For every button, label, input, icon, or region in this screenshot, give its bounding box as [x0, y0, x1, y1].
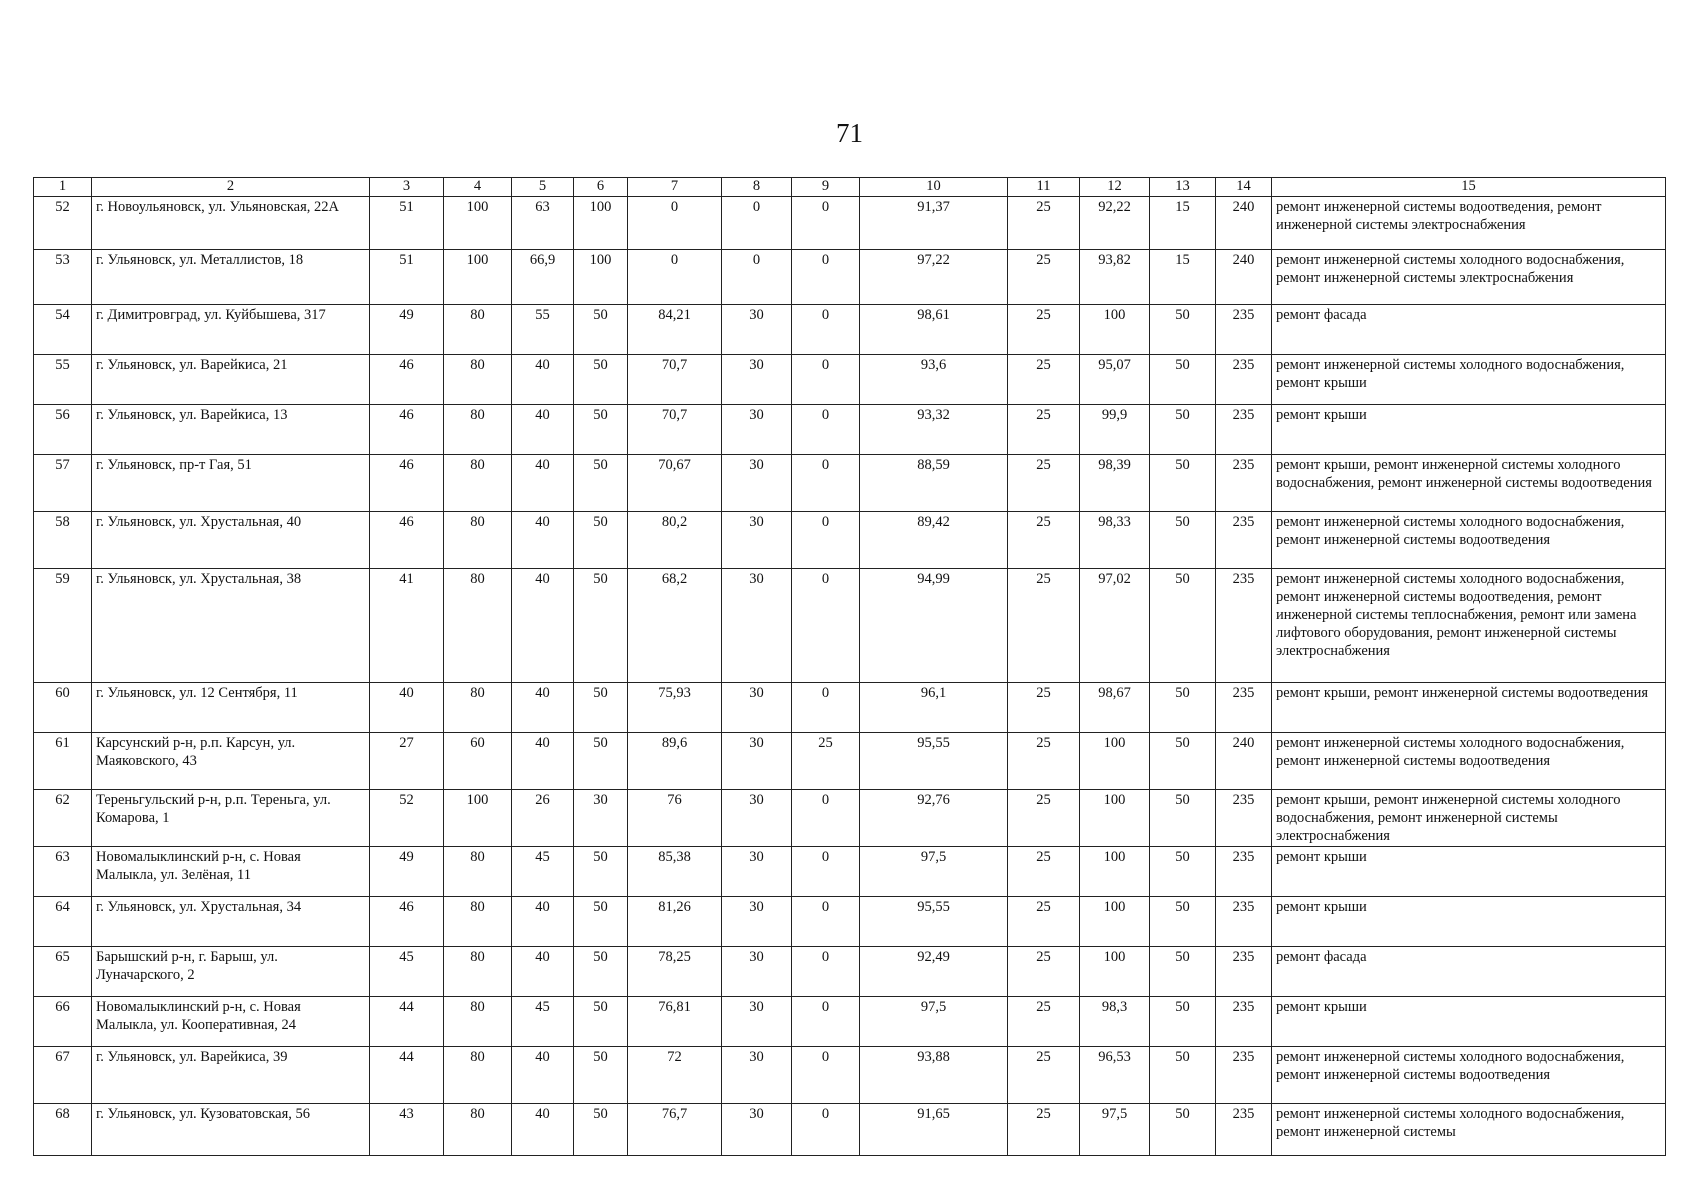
value-cell: 50 — [574, 1104, 628, 1156]
address-cell: г. Ульяновск, ул. Хрустальная, 40 — [92, 512, 370, 569]
value-cell: 80 — [444, 683, 512, 733]
value-cell: 80 — [444, 847, 512, 897]
row-number-cell: 62 — [34, 790, 92, 847]
value-cell: 40 — [512, 683, 574, 733]
value-cell: 30 — [722, 355, 792, 405]
value-cell: 100 — [1080, 733, 1150, 790]
value-cell: 91,37 — [860, 197, 1008, 250]
value-cell: 25 — [1008, 569, 1080, 683]
value-cell: 98,67 — [1080, 683, 1150, 733]
column-header: 3 — [370, 178, 444, 197]
value-cell: 100 — [1080, 790, 1150, 847]
value-cell: 235 — [1216, 683, 1272, 733]
value-cell: 80 — [444, 1104, 512, 1156]
value-cell: 40 — [370, 683, 444, 733]
row-number-cell: 63 — [34, 847, 92, 897]
value-cell: 46 — [370, 897, 444, 947]
data-table — [33, 177, 1666, 1156]
value-cell: 50 — [1150, 733, 1216, 790]
value-cell: 0 — [792, 997, 860, 1047]
value-cell: 50 — [574, 733, 628, 790]
value-cell: 0 — [792, 947, 860, 997]
table-row — [34, 847, 1666, 897]
value-cell: 235 — [1216, 569, 1272, 683]
value-cell: 30 — [722, 405, 792, 455]
value-cell: 25 — [1008, 455, 1080, 512]
value-cell: 41 — [370, 569, 444, 683]
value-cell: 95,55 — [860, 897, 1008, 947]
row-number-cell: 55 — [34, 355, 92, 405]
value-cell: 30 — [574, 790, 628, 847]
works-cell: ремонт крыши — [1272, 405, 1666, 455]
works-cell: ремонт фасада — [1272, 305, 1666, 355]
value-cell: 26 — [512, 790, 574, 847]
value-cell: 15 — [1150, 197, 1216, 250]
value-cell: 25 — [1008, 897, 1080, 947]
value-cell: 85,38 — [628, 847, 722, 897]
address-cell: Тереньгульский р-н, р.п. Тереньга, ул. Комарова, 1 — [92, 790, 370, 847]
row-number-cell: 65 — [34, 947, 92, 997]
value-cell: 50 — [574, 1047, 628, 1104]
column-header: 10 — [860, 178, 1008, 197]
value-cell: 100 — [444, 197, 512, 250]
address-cell: Карсунский р-н, р.п. Карсун, ул. Маяковского, 43 — [92, 733, 370, 790]
value-cell: 0 — [792, 455, 860, 512]
value-cell: 63 — [512, 197, 574, 250]
column-header: 14 — [1216, 178, 1272, 197]
table-row — [34, 790, 1666, 847]
value-cell: 235 — [1216, 405, 1272, 455]
works-cell: ремонт инженерной системы холодного водоснабжения, ремонт инженерной системы электроснабжения — [1272, 250, 1666, 305]
value-cell: 76 — [628, 790, 722, 847]
value-cell: 97,22 — [860, 250, 1008, 305]
address-cell: г. Новоульяновск, ул. Ульяновская, 22А — [92, 197, 370, 250]
value-cell: 27 — [370, 733, 444, 790]
value-cell: 93,88 — [860, 1047, 1008, 1104]
value-cell: 235 — [1216, 512, 1272, 569]
address-cell: Барышский р-н, г. Барыш, ул. Луначарского, 2 — [92, 947, 370, 997]
value-cell: 80 — [444, 569, 512, 683]
value-cell: 30 — [722, 305, 792, 355]
works-cell: ремонт инженерной системы холодного водоснабжения, ремонт инженерной системы водоотведения — [1272, 1047, 1666, 1104]
value-cell: 235 — [1216, 1104, 1272, 1156]
column-header: 9 — [792, 178, 860, 197]
table-row — [34, 512, 1666, 569]
column-header: 2 — [92, 178, 370, 197]
value-cell: 40 — [512, 569, 574, 683]
value-cell: 0 — [792, 250, 860, 305]
value-cell: 80 — [444, 1047, 512, 1104]
value-cell: 25 — [1008, 733, 1080, 790]
value-cell: 95,55 — [860, 733, 1008, 790]
value-cell: 70,7 — [628, 405, 722, 455]
value-cell: 50 — [574, 355, 628, 405]
value-cell: 70,7 — [628, 355, 722, 405]
value-cell: 50 — [574, 847, 628, 897]
table-row — [34, 305, 1666, 355]
address-cell: г. Димитровград, ул. Куйбышева, 317 — [92, 305, 370, 355]
value-cell: 235 — [1216, 997, 1272, 1047]
value-cell: 0 — [792, 512, 860, 569]
value-cell: 50 — [574, 997, 628, 1047]
value-cell: 51 — [370, 250, 444, 305]
value-cell: 25 — [1008, 683, 1080, 733]
value-cell: 100 — [1080, 847, 1150, 897]
value-cell: 99,9 — [1080, 405, 1150, 455]
works-cell: ремонт крыши — [1272, 897, 1666, 947]
value-cell: 49 — [370, 305, 444, 355]
value-cell: 30 — [722, 1104, 792, 1156]
value-cell: 50 — [1150, 512, 1216, 569]
value-cell: 52 — [370, 790, 444, 847]
value-cell: 40 — [512, 1047, 574, 1104]
table-row — [34, 197, 1666, 250]
address-cell: г. Ульяновск, ул. Варейкиса, 39 — [92, 1047, 370, 1104]
column-header: 11 — [1008, 178, 1080, 197]
value-cell: 0 — [628, 197, 722, 250]
value-cell: 25 — [1008, 1047, 1080, 1104]
value-cell: 0 — [722, 250, 792, 305]
value-cell: 50 — [1150, 847, 1216, 897]
value-cell: 50 — [574, 405, 628, 455]
value-cell: 50 — [574, 305, 628, 355]
value-cell: 98,61 — [860, 305, 1008, 355]
works-cell: ремонт крыши — [1272, 997, 1666, 1047]
value-cell: 68,2 — [628, 569, 722, 683]
works-cell: ремонт инженерной системы холодного водоснабжения, ремонт крыши — [1272, 355, 1666, 405]
address-cell: Новомалыклинский р-н, с. Новая Малыкла, ул. Кооперативная, 24 — [92, 997, 370, 1047]
value-cell: 50 — [1150, 683, 1216, 733]
value-cell: 50 — [1150, 1047, 1216, 1104]
value-cell: 235 — [1216, 790, 1272, 847]
column-header: 13 — [1150, 178, 1216, 197]
row-number-cell: 58 — [34, 512, 92, 569]
table-row — [34, 455, 1666, 512]
value-cell: 80,2 — [628, 512, 722, 569]
column-header: 7 — [628, 178, 722, 197]
value-cell: 80 — [444, 455, 512, 512]
row-number-cell: 61 — [34, 733, 92, 790]
value-cell: 100 — [444, 790, 512, 847]
value-cell: 80 — [444, 947, 512, 997]
value-cell: 0 — [792, 569, 860, 683]
address-cell: г. Ульяновск, ул. Металлистов, 18 — [92, 250, 370, 305]
works-cell: ремонт инженерной системы холодного водоснабжения, ремонт инженерной системы — [1272, 1104, 1666, 1156]
column-header: 1 — [34, 178, 92, 197]
value-cell: 25 — [1008, 250, 1080, 305]
value-cell: 97,5 — [1080, 1104, 1150, 1156]
value-cell: 100 — [1080, 305, 1150, 355]
column-header: 15 — [1272, 178, 1666, 197]
value-cell: 0 — [792, 790, 860, 847]
row-number-cell: 68 — [34, 1104, 92, 1156]
table-row — [34, 997, 1666, 1047]
value-cell: 25 — [1008, 1104, 1080, 1156]
works-cell: ремонт инженерной системы водоотведения, ремонт инженерной системы электроснабжения — [1272, 197, 1666, 250]
value-cell: 55 — [512, 305, 574, 355]
value-cell: 98,3 — [1080, 997, 1150, 1047]
value-cell: 76,81 — [628, 997, 722, 1047]
value-cell: 51 — [370, 197, 444, 250]
value-cell: 25 — [1008, 790, 1080, 847]
works-cell: ремонт инженерной системы холодного водоснабжения, ремонт инженерной системы водоотведения — [1272, 512, 1666, 569]
value-cell: 80 — [444, 897, 512, 947]
value-cell: 50 — [574, 683, 628, 733]
works-cell: ремонт крыши — [1272, 847, 1666, 897]
value-cell: 93,32 — [860, 405, 1008, 455]
value-cell: 0 — [792, 355, 860, 405]
value-cell: 100 — [444, 250, 512, 305]
value-cell: 0 — [792, 1047, 860, 1104]
value-cell: 0 — [792, 683, 860, 733]
value-cell: 235 — [1216, 355, 1272, 405]
row-number-cell: 54 — [34, 305, 92, 355]
value-cell: 50 — [1150, 405, 1216, 455]
value-cell: 30 — [722, 733, 792, 790]
value-cell: 50 — [1150, 569, 1216, 683]
value-cell: 50 — [1150, 305, 1216, 355]
value-cell: 0 — [792, 197, 860, 250]
address-cell: г. Ульяновск, ул. Хрустальная, 34 — [92, 897, 370, 947]
value-cell: 96,1 — [860, 683, 1008, 733]
value-cell: 100 — [574, 197, 628, 250]
row-number-cell: 52 — [34, 197, 92, 250]
works-cell: ремонт инженерной системы холодного водоснабжения, ремонт инженерной системы водоотведения — [1272, 733, 1666, 790]
works-cell: ремонт крыши, ремонт инженерной системы водоотведения — [1272, 683, 1666, 733]
value-cell: 30 — [722, 847, 792, 897]
table-row — [34, 569, 1666, 683]
value-cell: 25 — [1008, 197, 1080, 250]
value-cell: 97,5 — [860, 847, 1008, 897]
table-row — [34, 355, 1666, 405]
value-cell: 235 — [1216, 305, 1272, 355]
value-cell: 30 — [722, 569, 792, 683]
value-cell: 78,25 — [628, 947, 722, 997]
value-cell: 25 — [1008, 847, 1080, 897]
row-number-cell: 64 — [34, 897, 92, 947]
address-cell: г. Ульяновск, ул. Варейкиса, 13 — [92, 405, 370, 455]
address-cell: г. Ульяновск, ул. 12 Сентября, 11 — [92, 683, 370, 733]
value-cell: 84,21 — [628, 305, 722, 355]
value-cell: 43 — [370, 1104, 444, 1156]
value-cell: 235 — [1216, 455, 1272, 512]
value-cell: 25 — [1008, 512, 1080, 569]
value-cell: 235 — [1216, 897, 1272, 947]
value-cell: 49 — [370, 847, 444, 897]
value-cell: 80 — [444, 305, 512, 355]
works-cell: ремонт крыши, ремонт инженерной системы холодного водоснабжения, ремонт инженерной системы водоотведения — [1272, 455, 1666, 512]
value-cell: 80 — [444, 405, 512, 455]
row-number-cell: 60 — [34, 683, 92, 733]
value-cell: 30 — [722, 683, 792, 733]
value-cell: 40 — [512, 1104, 574, 1156]
value-cell: 240 — [1216, 250, 1272, 305]
column-header: 12 — [1080, 178, 1150, 197]
value-cell: 0 — [792, 897, 860, 947]
value-cell: 50 — [1150, 947, 1216, 997]
row-number-cell: 67 — [34, 1047, 92, 1104]
column-header: 6 — [574, 178, 628, 197]
value-cell: 30 — [722, 790, 792, 847]
value-cell: 40 — [512, 947, 574, 997]
row-number-cell: 53 — [34, 250, 92, 305]
value-cell: 70,67 — [628, 455, 722, 512]
header-row — [34, 178, 1666, 197]
value-cell: 44 — [370, 1047, 444, 1104]
value-cell: 0 — [792, 405, 860, 455]
column-header: 8 — [722, 178, 792, 197]
value-cell: 25 — [1008, 405, 1080, 455]
address-cell: Новомалыклинский р-н, с. Новая Малыкла, ул. Зелёная, 11 — [92, 847, 370, 897]
value-cell: 75,93 — [628, 683, 722, 733]
value-cell: 98,33 — [1080, 512, 1150, 569]
row-number-cell: 57 — [34, 455, 92, 512]
table-row — [34, 947, 1666, 997]
value-cell: 93,82 — [1080, 250, 1150, 305]
value-cell: 0 — [722, 197, 792, 250]
value-cell: 40 — [512, 405, 574, 455]
value-cell: 80 — [444, 355, 512, 405]
value-cell: 92,76 — [860, 790, 1008, 847]
value-cell: 50 — [1150, 1104, 1216, 1156]
column-header: 4 — [444, 178, 512, 197]
value-cell: 76,7 — [628, 1104, 722, 1156]
value-cell: 98,39 — [1080, 455, 1150, 512]
value-cell: 100 — [1080, 947, 1150, 997]
value-cell: 40 — [512, 512, 574, 569]
value-cell: 81,26 — [628, 897, 722, 947]
value-cell: 30 — [722, 455, 792, 512]
value-cell: 60 — [444, 733, 512, 790]
value-cell: 50 — [574, 897, 628, 947]
value-cell: 46 — [370, 512, 444, 569]
value-cell: 96,53 — [1080, 1047, 1150, 1104]
value-cell: 235 — [1216, 847, 1272, 897]
value-cell: 235 — [1216, 1047, 1272, 1104]
table-row — [34, 1047, 1666, 1104]
value-cell: 97,02 — [1080, 569, 1150, 683]
table-row — [34, 1104, 1666, 1156]
value-cell: 45 — [370, 947, 444, 997]
value-cell: 40 — [512, 455, 574, 512]
value-cell: 91,65 — [860, 1104, 1008, 1156]
value-cell: 30 — [722, 1047, 792, 1104]
works-cell: ремонт крыши, ремонт инженерной системы холодного водоснабжения, ремонт инженерной системы электроснабжения — [1272, 790, 1666, 847]
table-row — [34, 683, 1666, 733]
value-cell: 50 — [1150, 897, 1216, 947]
address-cell: г. Ульяновск, ул. Варейкиса, 21 — [92, 355, 370, 405]
row-number-cell: 59 — [34, 569, 92, 683]
value-cell: 50 — [574, 569, 628, 683]
value-cell: 50 — [574, 947, 628, 997]
value-cell: 66,9 — [512, 250, 574, 305]
value-cell: 50 — [1150, 455, 1216, 512]
address-cell: г. Ульяновск, ул. Кузоватовская, 56 — [92, 1104, 370, 1156]
value-cell: 25 — [792, 733, 860, 790]
value-cell: 92,22 — [1080, 197, 1150, 250]
value-cell: 40 — [512, 355, 574, 405]
value-cell: 40 — [512, 897, 574, 947]
value-cell: 89,42 — [860, 512, 1008, 569]
works-cell: ремонт фасада — [1272, 947, 1666, 997]
value-cell: 0 — [628, 250, 722, 305]
value-cell: 30 — [722, 897, 792, 947]
table-row — [34, 250, 1666, 305]
value-cell: 0 — [792, 847, 860, 897]
value-cell: 45 — [512, 997, 574, 1047]
value-cell: 72 — [628, 1047, 722, 1104]
works-cell: ремонт инженерной системы холодного водоснабжения, ремонт инженерной системы водоотведения, ремонт инженерной системы теплоснабжения, ремонт или замена лифтового оборудования, ремонт инженерной системы электроснабжения — [1272, 569, 1666, 683]
value-cell: 100 — [1080, 897, 1150, 947]
value-cell: 94,99 — [860, 569, 1008, 683]
value-cell: 50 — [1150, 997, 1216, 1047]
value-cell: 30 — [722, 997, 792, 1047]
value-cell: 240 — [1216, 733, 1272, 790]
value-cell: 240 — [1216, 197, 1272, 250]
table-row — [34, 897, 1666, 947]
value-cell: 46 — [370, 405, 444, 455]
value-cell: 46 — [370, 455, 444, 512]
table-row — [34, 733, 1666, 790]
value-cell: 25 — [1008, 355, 1080, 405]
value-cell: 25 — [1008, 997, 1080, 1047]
value-cell: 95,07 — [1080, 355, 1150, 405]
value-cell: 88,59 — [860, 455, 1008, 512]
value-cell: 30 — [722, 947, 792, 997]
value-cell: 44 — [370, 997, 444, 1047]
value-cell: 93,6 — [860, 355, 1008, 405]
value-cell: 45 — [512, 847, 574, 897]
value-cell: 15 — [1150, 250, 1216, 305]
row-number-cell: 66 — [34, 997, 92, 1047]
value-cell: 235 — [1216, 947, 1272, 997]
value-cell: 50 — [1150, 355, 1216, 405]
value-cell: 100 — [574, 250, 628, 305]
value-cell: 50 — [574, 455, 628, 512]
value-cell: 80 — [444, 512, 512, 569]
value-cell: 97,5 — [860, 997, 1008, 1047]
value-cell: 0 — [792, 305, 860, 355]
value-cell: 50 — [1150, 790, 1216, 847]
value-cell: 50 — [574, 512, 628, 569]
value-cell: 30 — [722, 512, 792, 569]
column-header: 5 — [512, 178, 574, 197]
row-number-cell: 56 — [34, 405, 92, 455]
value-cell: 89,6 — [628, 733, 722, 790]
value-cell: 46 — [370, 355, 444, 405]
value-cell: 40 — [512, 733, 574, 790]
address-cell: г. Ульяновск, пр-т Гая, 51 — [92, 455, 370, 512]
value-cell: 92,49 — [860, 947, 1008, 997]
value-cell: 0 — [792, 1104, 860, 1156]
value-cell: 25 — [1008, 947, 1080, 997]
address-cell: г. Ульяновск, ул. Хрустальная, 38 — [92, 569, 370, 683]
value-cell: 80 — [444, 997, 512, 1047]
page-number: 71 — [836, 118, 863, 148]
table-row — [34, 405, 1666, 455]
value-cell: 25 — [1008, 305, 1080, 355]
